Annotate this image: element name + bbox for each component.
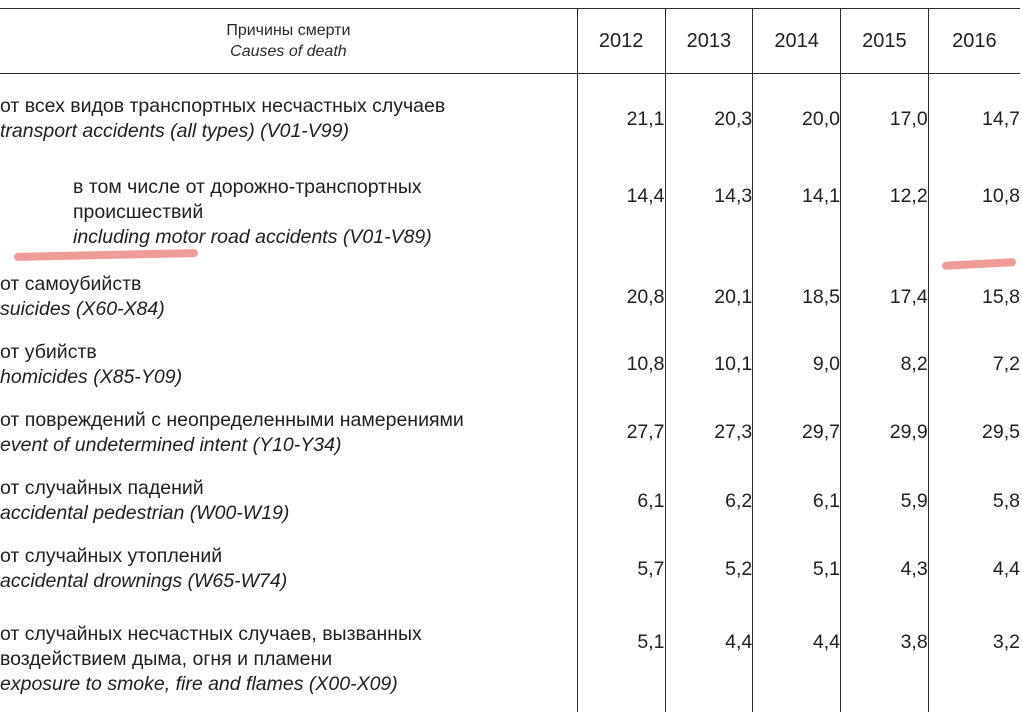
value-cell: 10,1 (665, 325, 753, 395)
value-cell: 29,5 (928, 395, 1020, 463)
value-cell: 5,2 (665, 532, 753, 600)
value-cell: 6,1 (753, 463, 841, 532)
header-causes-ru: Причины смерти (226, 22, 351, 39)
table-row (0, 150, 1020, 265)
value-cell: 8,2 (840, 325, 928, 395)
value-cell: 14,1 (753, 150, 841, 265)
table-row (0, 395, 1020, 463)
value-cell: 3,2 (928, 600, 1020, 712)
cause-ru: от самоубийств (0, 273, 142, 295)
value-cell: 3,8 (840, 600, 928, 712)
cause-en: homicides (X85-Y09) (0, 365, 183, 388)
value-cell: 20,0 (753, 74, 841, 151)
value-cell: 18,5 (753, 265, 841, 325)
value-cell: 4,4 (665, 600, 753, 712)
table-row (0, 74, 1020, 151)
value-cell: 20,8 (577, 265, 665, 325)
cause-en: accidental drownings (W65-W74) (0, 570, 288, 592)
table-row (0, 600, 1020, 712)
cause-ru: от всех видов транспортных несчастных случаев (0, 95, 446, 117)
value-cell: 7,2 (928, 325, 1020, 395)
value-cell: 10,8 (928, 150, 1020, 265)
header-causes (0, 9, 577, 74)
value-cell: 5,7 (577, 532, 665, 600)
cause-cell (0, 532, 577, 600)
cause-cell (0, 395, 577, 463)
table-header-row (0, 9, 1020, 74)
value-cell: 4,4 (928, 532, 1020, 600)
value-cell: 20,3 (665, 74, 753, 151)
cause-ru: от случайных падений (0, 477, 204, 499)
value-cell: 20,1 (665, 265, 753, 325)
value-cell: 4,4 (753, 600, 841, 712)
value-cell: 17,0 (840, 74, 928, 151)
header-year: 2014 (753, 9, 841, 74)
cause-ru: от случайных утоплений (0, 545, 223, 567)
cause-en: event of undetermined intent (Y10-Y34) (0, 433, 342, 456)
cause-ru: в том числе от дорожно-транспортных происшествий (73, 175, 422, 223)
value-cell: 14,3 (665, 150, 753, 265)
cause-en: transport accidents (all types) (V01-V99) (0, 120, 349, 142)
table-row (0, 532, 1020, 600)
value-cell: 29,7 (753, 395, 841, 463)
cause-ru: от повреждений с неопределенными намерениями (0, 408, 464, 431)
value-cell: 27,3 (665, 395, 753, 463)
value-cell: 9,0 (753, 325, 841, 395)
cause-en: exposure to smoke, fire and flames (X00-X09) (0, 672, 398, 695)
value-cell: 17,4 (840, 265, 928, 325)
header-year: 2015 (840, 9, 928, 74)
value-cell: 4,3 (840, 532, 928, 600)
header-causes-en: Causes of death (230, 43, 347, 60)
value-cell: 21,1 (577, 74, 665, 151)
header-year: 2013 (665, 9, 753, 74)
cause-ru: от случайных несчастных случаев, вызванных воздействием дыма, огня и пламени (0, 622, 422, 670)
value-cell: 5,1 (753, 532, 841, 600)
cause-cell (0, 600, 577, 712)
cause-ru: от убийств (0, 340, 97, 363)
value-cell: 15,8 (928, 265, 1020, 325)
value-cell: 27,7 (577, 395, 665, 463)
header-year: 2012 (577, 9, 665, 74)
cause-cell (0, 74, 577, 151)
cause-en: accidental pedestrian (W00-W19) (0, 502, 290, 524)
table-row (0, 325, 1020, 395)
cause-cell (0, 265, 577, 325)
cause-cell (0, 325, 577, 395)
cause-en: including motor road accidents (V01-V89) (73, 225, 432, 248)
cause-cell (0, 463, 577, 532)
value-cell: 29,9 (840, 395, 928, 463)
value-cell: 6,2 (665, 463, 753, 532)
table-row (0, 463, 1020, 532)
header-year: 2016 (928, 9, 1020, 74)
table-row-highlighted (0, 265, 1020, 325)
value-cell: 14,7 (928, 74, 1020, 151)
value-cell: 5,8 (928, 463, 1020, 532)
value-cell: 10,8 (577, 325, 665, 395)
cause-en: suicides (X60-X84) (0, 298, 165, 320)
mortality-table (0, 8, 1020, 712)
value-cell: 14,4 (577, 150, 665, 265)
value-cell: 5,1 (577, 600, 665, 712)
value-cell: 5,9 (840, 463, 928, 532)
value-cell: 6,1 (577, 463, 665, 532)
cause-cell (0, 150, 577, 265)
value-cell: 12,2 (840, 150, 928, 265)
